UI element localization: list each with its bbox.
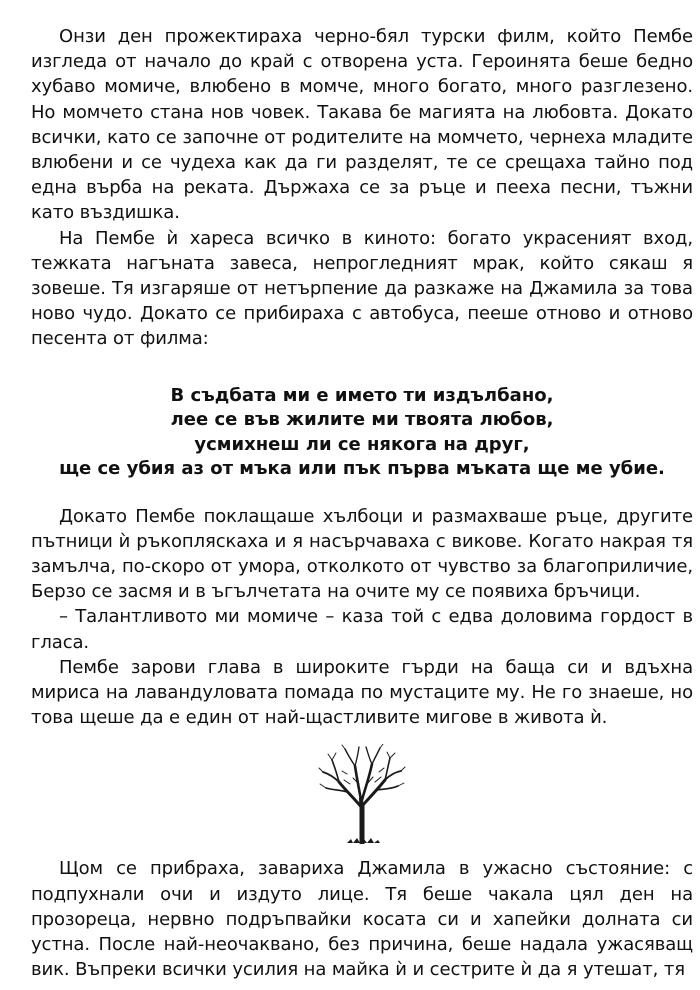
paragraph-cinema: На Пембе ѝ хареса всичко в киното: богато украсеният вход, тежката нагъната завеса, непрогледният мрак, който сякаш я зовеше. Тя изгаряше от нетърпение да разкаже на Джамила за това ново чудо. Докато се прибираха с автобуса, пееше отново и отново песента от филма: [31, 227, 693, 350]
paragraph-home: Щом се прибраха, завариха Джамила в ужасно състояние: с подпухнали очи и издуто лице. Тя беше чакала цял ден на прозореца, нервно подръпвайки косата си и хапейки долната си устна. После най-неочаквано, без причина, беше надала ужасяващ вик. Въпреки всички усилия на майка ѝ и сестрите ѝ да я утешат, тя [31, 858, 693, 981]
paragraph-bus: Докато Пембе поклащаше хълбоци и размахваше ръце, другите пътници ѝ ръкопляскаха и я насърчаваха с викове. Когато накрая тя замълча, по-скоро от умора, отколкото от чувство за благоприличие, Берзо се засмя и в ъгълчетата на очите му се появиха бръчици. [31, 505, 693, 603]
verse-line: лее се във жилите ми твоята любов, [170, 409, 554, 431]
verse-line: усмихнеш ли се някога на друг, [194, 433, 530, 455]
paragraph-father: Пембе зарови глава в широките гърди на баща си и вдъхна мириса на лавандуловата помада по мустаците му. Не го знаеше, но това щеше да е един от най-щастливите мигове в живота ѝ. [31, 656, 693, 729]
paragraph-film: Онзи ден прожектираха черно-бял турски филм, който Пембе изгледа от начало до край с отворена уста. Героинята беше бедно хубаво момиче, влюбено в момче, много богато, много разглезено. Но момчето стана нов човек. Такава бе магията на любовта. Докато всички, като се започне от родителите на момчето, чернеха младите влюбени и се чудеха как да ги разделят, те се срещаха тайно под една върба на реката. Държаха се за ръце и пееха песни, тъжни като въздишка. [31, 26, 693, 224]
paragraph-dialogue: – Талантливото ми момиче – каза той с едва доловима гордост в гласа. [31, 606, 693, 653]
verse-line: ще се убия аз от мъка или пък първа мъката ще ме убие. [59, 458, 665, 480]
section-divider [31, 744, 693, 844]
bare-tree-icon [317, 744, 407, 844]
verse-line: В съдбата ми е името ти издълбано, [170, 384, 554, 406]
song-verse [31, 384, 693, 482]
document-page [31, 24, 693, 982]
